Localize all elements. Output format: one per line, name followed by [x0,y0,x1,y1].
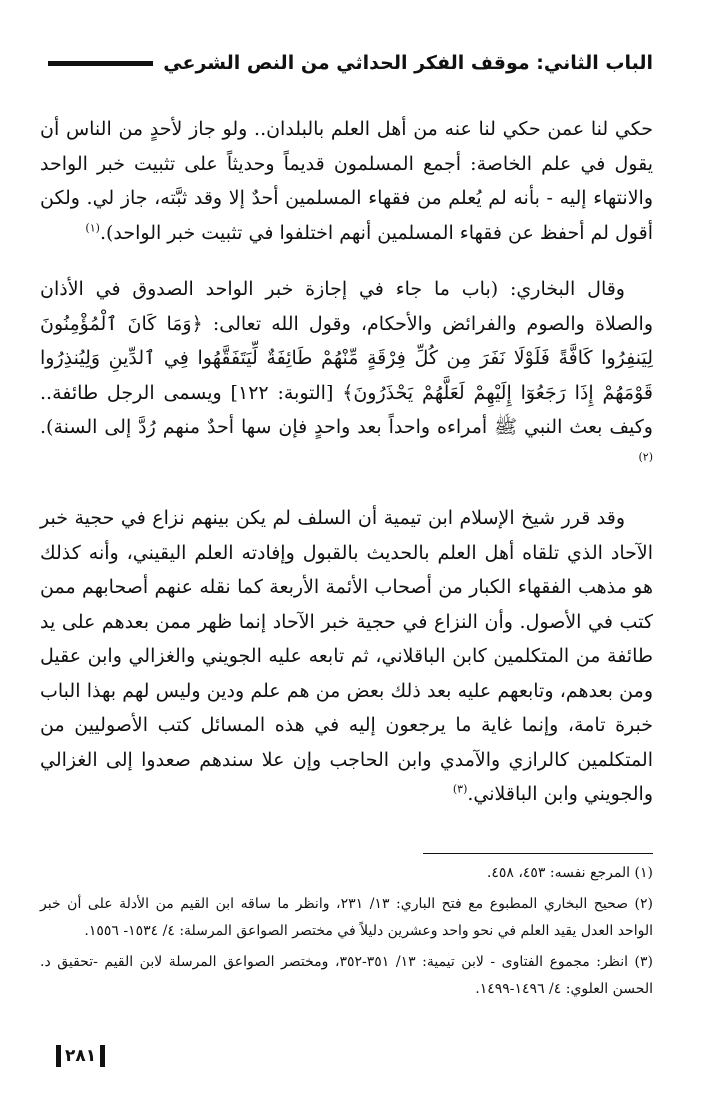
footnote: (٢) صحيح البخاري المطبوع مع فتح الباري: ١٣/ ٢٣١، وانظر ما ساقه ابن القيم من الأدلة على أن خبر الواحد العدل يقيد العلم في نحو واحد وعشرين دليلاً في مختصر الصواعق المرسلة: ٤/ ١٥٣٤- ١٥٥٦. [40,896,653,939]
paragraph [40,272,653,479]
header-end-mark [48,61,60,66]
paragraph [40,112,653,250]
footnote-ref: (٣) [452,782,468,796]
header-rule [60,61,153,66]
footnotes [40,860,653,1007]
footnote: (١) المرجع نفسه: ٤٥٣، ٤٥٨. [486,865,653,881]
footnote-ref: (١) [85,221,100,235]
main-text [40,112,653,834]
footnote: (٣) انظر: مجموع الفتاوى - لابن تيمية: ١٣/ ٣٥١-٣٥٢، ومختصر الصواعق المرسلة لابن القيم -تحقيق د. الحسن العلوي: ٤/ ١٤٩٦-١٤٩٩. [40,954,653,997]
paragraph [40,501,653,812]
paragraph-text: وقال البخاري: (باب ما جاء في إجازة خبر الواحد الصدوق في الأذان والصلاة والصوم والفرائض والأحكام، وقول الله تعالى: ﴿وَمَا كَانَ ٱلْمُؤْمِنُونَ لِيَنفِرُوا كَافَّةً فَلَوْلَا نَفَرَ مِن كُلِّ فِرْقَةٍ مِّنْهُمْ طَائِفَةٌ لِّيَتَفَقَّهُوا فِي ٱلدِّينِ وَلِيُنذِرُوا قَوْمَهُمْ إِذَا رَجَعُوٓا إِلَيْهِمْ لَعَلَّهُمْ يَحْذَرُونَ﴾ [التوبة: ١٢٢] ويسمى الرجل طائفة.. وكيف بعث النبي ﷺ أمراءه واحداً بعد واحدٍ فإن سها أحدٌ منهم رُدَّ إلى السنة). [40,278,653,438]
footnote-ref: (٢) [638,450,653,464]
running-header-title: الباب الثاني: موقف الفكر الحداثي من النص الشرعي [163,52,653,74]
running-header [40,40,653,86]
paragraph-text: حكي لنا عمن حكي لنا عنه من أهل العلم بالبلدان.. ولو جاز لأحدٍ من الناس أن يقول في علم الخاصة: أجمع المسلمون قديماً وحديثاً على تثبيت خبر الواحد والانتهاء إليه - بأنه لم يُعلم من فقهاء المسلمين أحدٌ إلا وقد ثبَّته، جاز لي. ولكن أقول لم أحفظ عن فقهاء المسلمين أنهم اختلفوا في تثبيت خبر الواحد). [40,118,653,244]
footnote-separator [423,853,653,854]
page-number-box [56,1045,105,1067]
page-number: ٢٨١ [65,1046,97,1066]
page-number-bar-right [100,1045,105,1067]
paragraph-text: وقد قرر شيخ الإسلام ابن تيمية أن السلف لم يكن بينهم نزاع في حجية خبر الآحاد الذي تلقاه أهل العلم بالحديث بالقبول وإفادته العلم اليقيني، وأنه كذلك هو مذهب الفقهاء الكبار من أصحاب الأئمة الأربعة كما نقله عنهم أصحابهم ممن كتب في الأصول. وأن النزاع في حجية خبر الآحاد إنما ظهر ممن بعدهم على يد طائفة من المتكلمين كابن الباقلاني، ثم تابعه عليه الجويني والغزالي وابن عقيل ومن بعدهم، وتابعهم عليه بعد ذلك بعض من هم علم ودين وليس لهم بهذا الباب خبرة تامة، وإنما غاية ما يرجعون إليه في هذه المسائل كتب الأصوليين من المتكلمين كالرازي والآمدي وابن الحاجب وإن علا سندهم صعدوا إلى الغزالي والجويني وابن الباقلاني. [40,507,653,805]
